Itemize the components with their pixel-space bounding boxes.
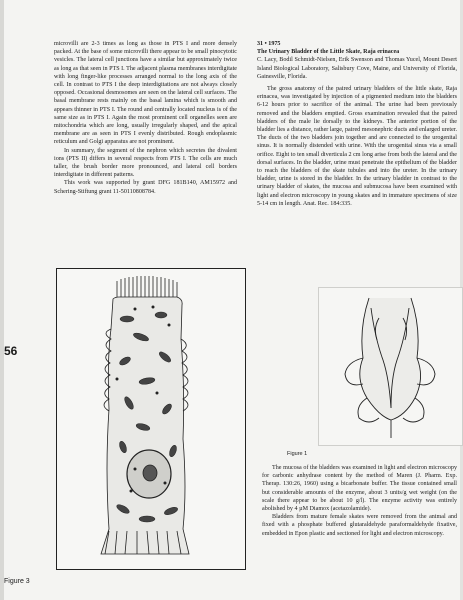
right-column-body [262, 464, 457, 538]
paragraph: The mucosa of the bladders was examined in light and electron microscopy for carbonic anhydrase content by the method of Maren (J. Pharm. Exp. Therap. 130:26, 1960) using a bicarbonate buffer. The tissue contained small but considerable amounts of the enzyme, about 3 units/g wet weight (on the scale there appear to be about 10 g/l). The enzyme activity was entirely abolished by 4 µM Diamox (acetazolamide). [262, 465, 457, 513]
microvilli-border [117, 276, 177, 299]
abstract-authors: C. Lacy, Bodil Schmidt-Nielsen, Erik Swenson and Thomas Yucel, Mount Desert Island Biological Laboratory, Salisbury Cove, Maine, and University of Florida, Gainesville, Florida. [257, 57, 457, 80]
figure-3-illustration [56, 268, 246, 570]
page-header: 31 • 1975 [257, 41, 281, 47]
bladder-anatomy-drawing [319, 288, 462, 445]
paragraph: microvilli are 2-3 times as long as those in PTS I and more densely packed. At the base of some microvilli there appear to be small pinocytotic vesicles. The lateral cell junctions have a similar but approximately twice as long as that seen in PTS I. The adjacent plasma membranes interdigitate with long finger-like processes arranged normal to the long axis of the cell. In contrast to PTS I the deep interdigitations are not always closely opposed. Occasional desmosomes are seen on the lateral cell surfaces. The basal membrane rests mainly on the basal lamina which is smooth and appears thinner in PTS I. The round and centrally located nucleus is of the same size as in PTS I. Again the most prominent cell organelles seen are mitochondria which are long, usually irregularly shaped, and the apical membrane are as seen in PTS I evenly distributed. Rough endoplasmic reticulum and Golgi apparatus are not prominent. [54, 41, 237, 146]
paragraph: In summary, the segment of the nephron which secretes the divalent ions (PTS II) differs in several respects from PTS I. The cells are much taller, the brush border more pronounced, and lateral cell borders interdigitate in different patterns. [54, 147, 237, 179]
nucleolus [143, 465, 157, 481]
abstract-body: The gross anatomy of the paired urinary bladders of the little skate, Raja erinacea, was investigated by injection of a pigmented medium into the bladders 6-12 hours prior to sacrifice of the animal. The urine had been previously removed and the bladders emptied. Gross examination revealed that the paired bladders of the male lie dorsally to the kidneys. The anterior portion of the bladder lies a distance, rather large, paired mesonephric ducts and enlarged ureter. The ducts of the two bladders join together and are connected to the urogenital sinus. It is normally distended with urine. With the urogenital sinus via a small orifice. Eight to ten small diverticula 2 cm long arise from both the lateral and the dorsal surfaces. In the bladder, urine must penetrate the epithelium of the bladder to reach the bladders of the skate tubules and into the ureter. In the urinary bladder, urine is stored in the bladder. In the urinary bladder in contrast to the urinary bladder of skates, the mucosa and submucosa have been examined with light and electron microscopy in young skates and in immature specimens of size 5-14 cm in length. Anat. Rec. 184:335. [257, 86, 457, 207]
left-column-text [54, 40, 237, 196]
figure-1-illustration [318, 287, 463, 446]
figure-1-caption: Figure 1 [287, 451, 308, 457]
page-edge-shadow [0, 0, 4, 600]
page-number: 56 [4, 344, 18, 358]
right-column-abstract [257, 40, 457, 208]
figure-3-caption: Figure 3 [4, 578, 30, 585]
epithelial-cell-drawing [57, 269, 245, 569]
abstract-title: The Urinary Bladder of the Little Skate, Raja erinacea [257, 49, 400, 56]
paragraph: This work was supported by grant DFG 181B140, AM15972 and Schering-Stiftung grant 11-50110808784. [54, 180, 237, 195]
paragraph: Bladders from mature female skates were removed from the animal and fixed with a phosphate buffered glutaraldehyde paraformaldehyde fixative, embedded in Epon plastic and sectioned for light and electron microscopy. [262, 514, 457, 537]
